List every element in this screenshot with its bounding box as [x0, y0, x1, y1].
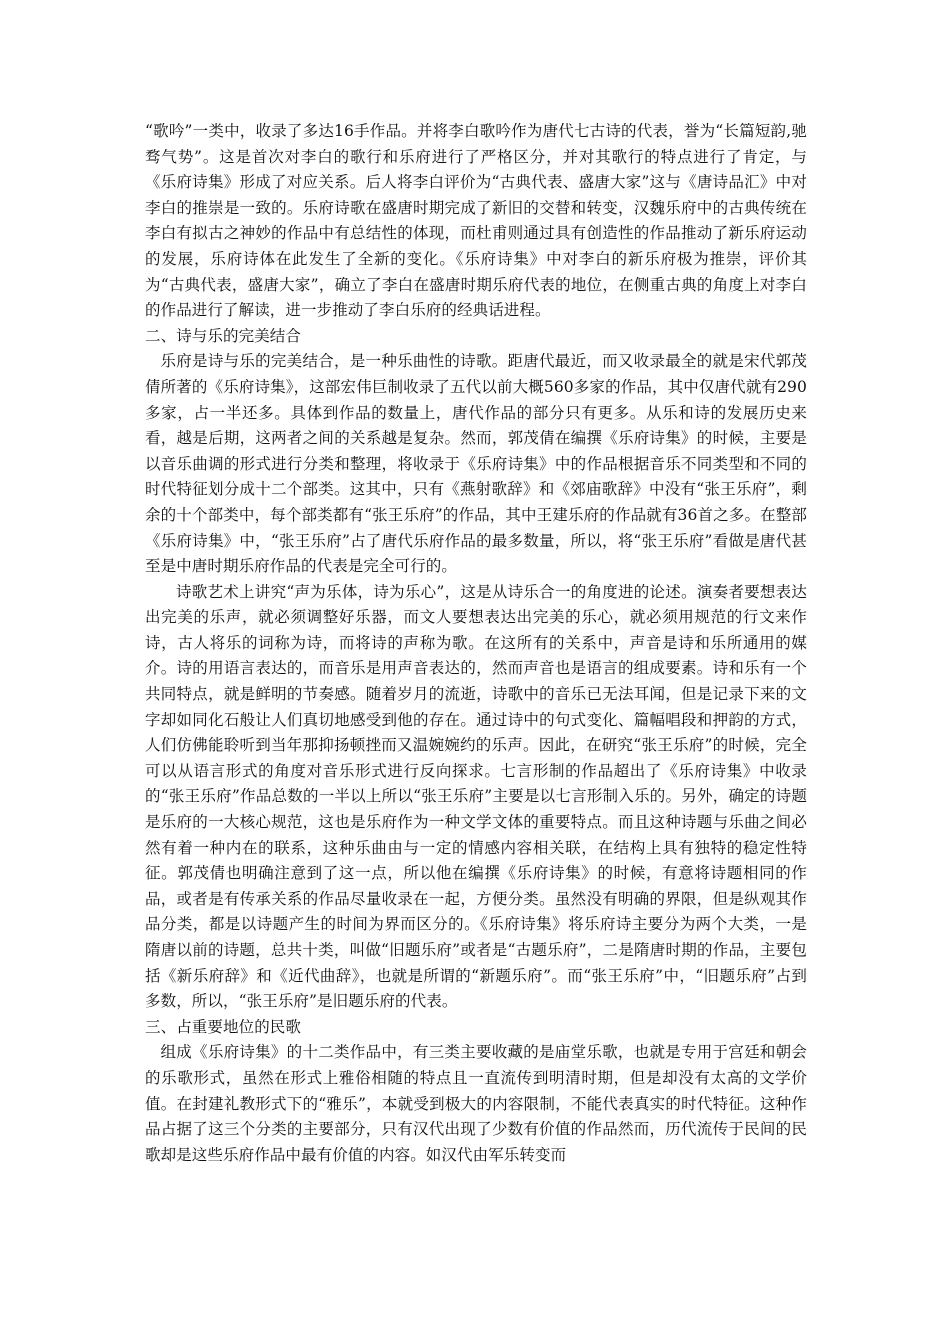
section-heading: 三、占重要地位的民歌	[145, 1017, 302, 1036]
document-body	[145, 119, 807, 1168]
section-heading: 二、诗与乐的完美结合	[145, 326, 302, 345]
paragraph: 乐府是诗与乐的完美结合，是一种乐曲性的诗歌。距唐代最近，而又收录最全的就是宋代郭茂倩所著的《乐府诗集》，这部宏伟巨制收录了五代以前大概560多家的作品，其中仅唐代就有290多家，占一半还多。具体到作品的数量上，唐代作品的部分只有更多。从乐和诗的发展历史来看，越是后期，这两者之间的关系越是复杂。然而，郭茂倩在编撰《乐府诗集》的时候，主要是以音乐曲调的形式进行分类和整理，将收录于《乐府诗集》中的作品根据音乐不同类型和不同的时代特征划分成十二个部类。这其中，只有《燕射歌辞》和《郊庙歌辞》中没有“张王乐府”，剩余的十个部类中，每个部类都有“张王乐府”的作品，其中王建乐府的作品就有36首之多。在整部《乐府诗集》中，“张王乐府”占了唐代乐府作品的最多数量，所以，将“张王乐府”看做是唐代甚至是中唐时期乐府作品的代表是完全可行的。	[145, 352, 807, 576]
paragraph: “歌吟”一类中，收录了多达16手作品。并将李白歌吟作为唐代七古诗的代表，誉为“长篇短韵,驰骛气势”。这是首次对李白的歌行和乐府进行了严格区分，并对其歌行的特点进行了肯定，与《乐府诗集》形成了对应关系。后人将李白评价为“古典代表、盛唐大家”这与《唐诗品汇》中对李白的推崇是一致的。乐府诗歌在盛唐时期完成了新旧的交替和转变，汉魏乐府中的古典传统在李白有拟古之神妙的作品中有总结性的体现，而杜甫则通过具有创造性的作品推动了新乐府运动的发展，乐府诗体在此发生了全新的变化。《乐府诗集》中对李白的新乐府极为推崇，评价其为“古典代表，盛唐大家”，确立了李白在盛唐时期乐府代表的地位，在侧重古典的角度上对李白的作品进行了解读，进一步推动了李白乐府的经典话进程。	[145, 122, 807, 320]
paragraph: 组成《乐府诗集》的十二类作品中，有三类主要收藏的是庙堂乐歌，也就是专用于宫廷和朝会的乐歌形式，虽然在形式上雅俗相随的特点且一直流传到明清时期，但是却没有太高的文学价值。在封建礼教形式下的“雅乐”，本就受到极大的内容限制，不能代表真实的时代特征。这种作品占据了这三个分类的主要部分，只有汉代出现了少数有价值的作品然而，历代流传于民间的民歌却是这些乐府作品中最有价值的内容。如汉代由军乐转变而	[145, 1043, 807, 1164]
paragraph: 诗歌艺术上讲究“声为乐体，诗为乐心”，这是从诗乐合一的角度进的论述。演奏者要想表达出完美的乐声，就必须调整好乐器，而文人要想表达出完美的乐心，就必须用规范的行文来作诗，古人将乐的词称为诗，而将诗的声称为歌。在这所有的关系中，声音是诗和乐所通用的媒介。诗的用语言表达的，而音乐是用声音表达的，然而声音也是语言的组成要素。诗和乐有一个共同特点，就是鲜明的节奏感。随着岁月的流逝，诗歌中的音乐已无法耳闻，但是记录下来的文字却如同化石般让人们真切地感受到他的存在。通过诗中的句式变化、篇幅唱段和押韵的方式，人们仿佛能聆听到当年那抑扬顿挫而又温婉婉约的乐声。因此，在研究“张王乐府”的时候，完全可以从语言形式的角度对音乐形式进行反向探求。七言形制的作品超出了《乐府诗集》中收录的“张王乐府”作品总数的一半以上所以“张王乐府”主要是以七言形制入乐的。另外，确定的诗题是乐府的一大核心规范，这也是乐府作为一种文学文体的重要特点。而且这种诗题与乐曲之间必然有着一种内在的联系，这种乐曲由与一定的情感内容相关联，在结构上具有独特的稳定性特征。郭茂倩也明确注意到了这一点，所以他在编撰《乐府诗集》的时候，有意将诗题相同的作品，或者是有传承关系的作品尽量收录在一起，方便分类。虽然没有明确的界限，但是纵观其作品分类，都是以诗题产生的时间为界而区分的。《乐府诗集》将乐府诗主要分为两个大类，一是隋唐以前的诗题，总共十类，叫做“旧题乐府”或者是“古题乐府”，二是隋唐时期的作品，主要包括《新乐府辞》和《近代曲辞》，也就是所谓的“新题乐府”。而“张王乐府”中，“旧题乐府”占到多数，所以，“张王乐府”是旧题乐府的代表。	[145, 582, 807, 1011]
